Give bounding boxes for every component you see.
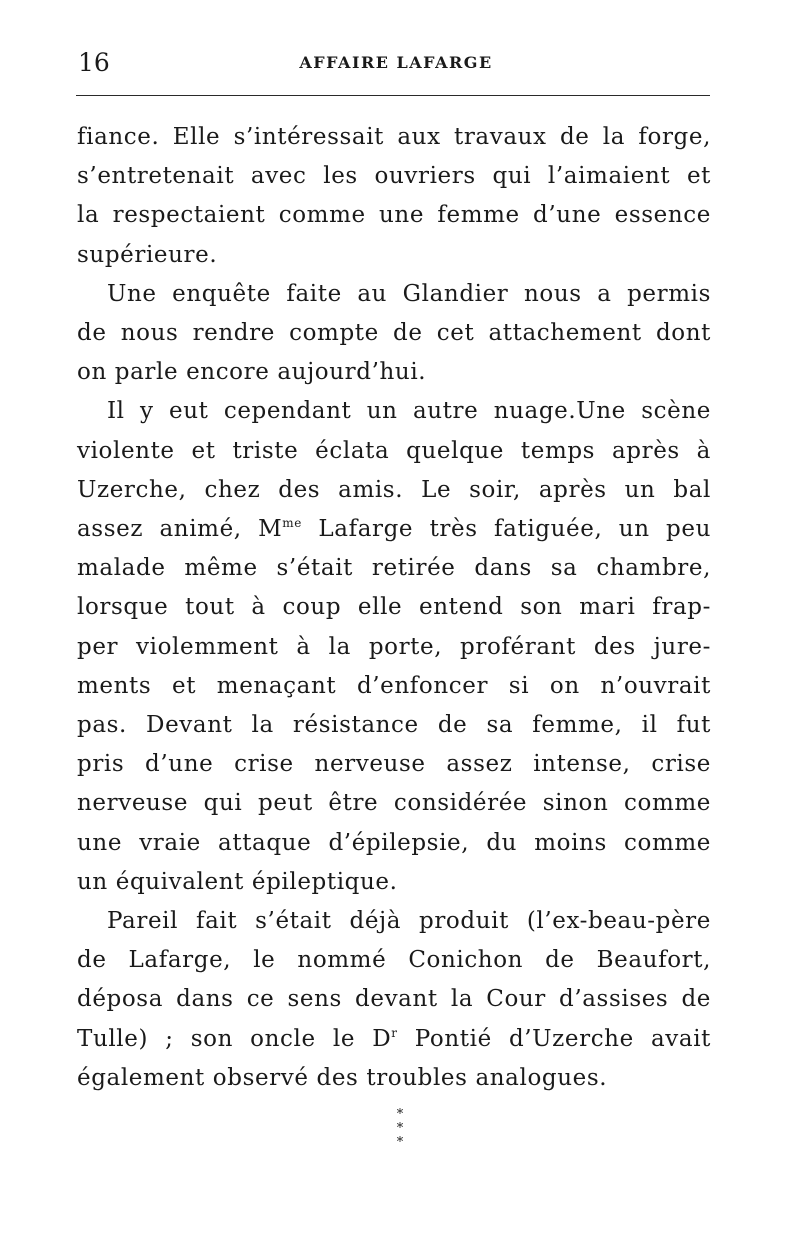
text-line: malade même s’était retirée dans sa chambre, [77,555,711,582]
text-fragment: Tulle) ; son oncle le D [77,1025,392,1052]
text-line: de Lafarge, le nommé Conichon de Beaufort, [77,947,711,974]
text-fragment: Pontié d’Uzerche avait [397,1025,711,1052]
text-line: Pareil fait s’était déjà produit (l’ex-beau-père [107,908,711,935]
text-line: supérieure. [77,241,218,268]
text-line: ments et menaçant d’enfoncer si on n’ouvrait [77,672,711,699]
running-head [78,48,714,80]
text-line: Uzerche, chez des amis. Le soir, après un bal [77,476,711,503]
text-line: Il y eut cependant un autre nuage.Une scène [107,398,711,425]
text-line [77,1020,711,1059]
text-fragment: Lafarge très fatiguée, un peu [301,516,711,543]
text-line: déposa dans ce sens devant la Cour d’assises de [77,986,711,1013]
header-rule [76,95,710,96]
text-line: de nous rendre compte de cet attachement dont [77,320,711,347]
asterism-bottom-stars: * * [396,1121,411,1150]
paragraph-2 [77,275,711,393]
abbreviation-superscript: r [391,1025,398,1040]
paragraph-1 [77,118,711,275]
text-line: lorsque tout à coup elle entend son mari frap- [77,594,711,621]
paragraph-4 [77,902,711,1098]
text-line: fiance. Elle s’intéressait aux travaux de la forge, [77,124,711,150]
text-line: la respectaient comme une femme d’une essence [77,202,711,229]
running-title: AFFAIRE LAFARGE [299,53,493,72]
text-line: un équivalent épileptique. [77,868,398,895]
text-line: une vraie attaque d’épilepsie, du moins comme [77,829,711,856]
paragraph-3 [77,392,711,902]
text-line: violente et triste éclata quelque temps après à [77,437,711,464]
text-fragment: assez animé, M [77,516,283,543]
body-text [77,118,711,1098]
text-line: pris d’une crise nerveuse assez intense, crise [77,751,711,778]
asterism-ornament [380,1108,420,1150]
page-number: 16 [78,48,110,77]
text-line: nerveuse qui peut être considérée sinon comme [77,790,711,817]
asterism-top-star: * [396,1107,404,1122]
text-line: pas. Devant la résistance de sa femme, il fut [77,712,711,739]
abbreviation-superscript: me [282,516,302,531]
text-line: s’entretenait avec les ouvriers qui l’aimaient et [77,163,711,190]
text-line: per violemment à la porte, proférant des jure- [77,633,711,660]
text-line [77,510,711,549]
text-line: Une enquête faite au Glandier nous a permis [107,280,711,307]
text-line: également observé des troubles analogues. [77,1064,608,1091]
text-line: on parle encore aujourd’hui. [77,359,427,386]
